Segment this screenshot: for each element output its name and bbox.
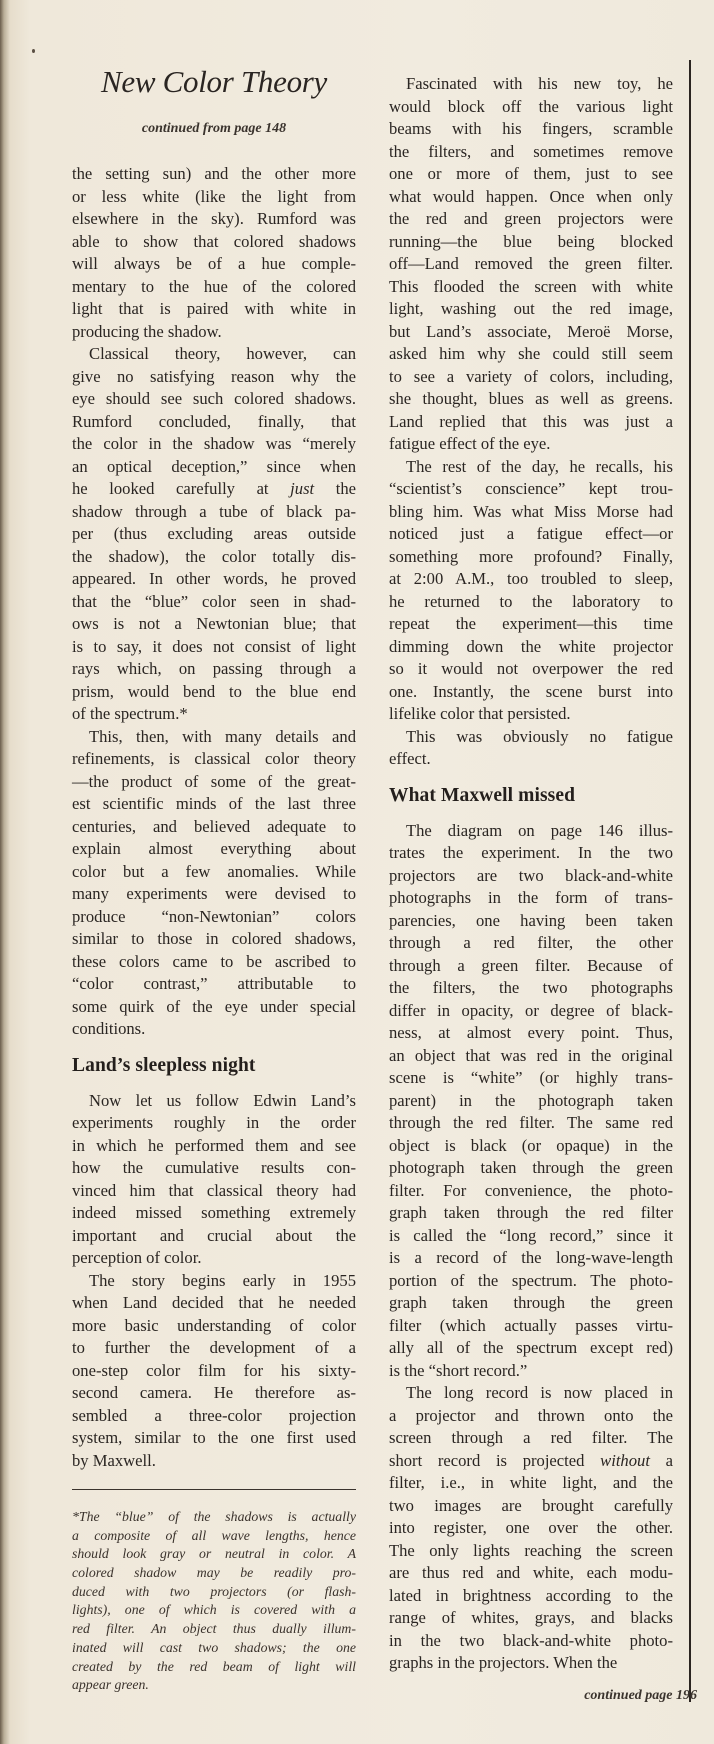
- text-line: is the “short record.”: [389, 1360, 528, 1380]
- paragraph: [72, 1090, 356, 1270]
- text-line: elsewhere in the sky). Rumford was: [72, 209, 356, 228]
- text-line: is to say, it does not consist of light: [72, 636, 356, 656]
- paragraph: [72, 726, 356, 1041]
- text-line: filter (which actually passes virtu-: [389, 1315, 673, 1335]
- text-line: created by the red beam of light will: [72, 1658, 356, 1674]
- text-line: important and crucial about the: [72, 1225, 356, 1245]
- text-line: producing the shadow.: [72, 321, 222, 341]
- right-column: [389, 73, 673, 1675]
- text-line: the filters, and sometimes remove: [389, 141, 673, 161]
- text-line: conditions.: [72, 1019, 146, 1038]
- text-line: *The “blue” of the shadows is actually: [72, 1509, 356, 1524]
- text-line: one-step color film for his sixty-: [72, 1360, 356, 1380]
- text-line: these colors came to be ascribed to: [72, 951, 356, 971]
- text-line: colored shadow may be readily pro-: [72, 1565, 356, 1581]
- text-line: appeared. In other words, he proved: [72, 569, 356, 588]
- text-line: This flooded the screen with white: [389, 276, 673, 296]
- text-line: through a red filter, the other: [389, 933, 673, 952]
- text-line: the filters, the two photographs: [389, 978, 673, 997]
- text-line: off—Land removed the green filter.: [389, 254, 673, 273]
- text-line: experiments roughly in the order: [72, 1113, 356, 1132]
- text-line: a projector and thrown onto the: [389, 1405, 673, 1425]
- text-line: give no satisfying reason why the: [72, 366, 356, 386]
- text-line: some quirk of the eye under special: [72, 996, 356, 1016]
- text-line: refinements, is classical color theory: [72, 749, 356, 768]
- text-line: to further the development of a: [72, 1338, 356, 1357]
- text-line: repeat the experiment—this time: [389, 614, 673, 633]
- left-column-body: [72, 163, 356, 1695]
- text-line: should look gray or neutral in color. A: [72, 1546, 356, 1562]
- text-line: screen through a red filter. The: [389, 1428, 673, 1447]
- text-line: The only lights reaching the screen: [389, 1540, 673, 1560]
- text-line: similar to those in colored shadows,: [72, 929, 356, 948]
- text-line: “color contrast,” attributable to: [72, 974, 356, 993]
- text-line: perception of color.: [72, 1248, 202, 1267]
- text-line: projectors are two black-and-white: [389, 865, 673, 885]
- text-line: differ in opacity, or degree of black-: [389, 1000, 673, 1020]
- text-line: Fascinated with his new toy, he: [406, 74, 673, 93]
- text-line: second camera. He therefore as-: [72, 1383, 356, 1402]
- text-line: but Land’s associate, Meroë Morse,: [389, 321, 673, 341]
- text-line: through a green filter. Because of: [389, 955, 673, 975]
- paragraph: [389, 820, 673, 1383]
- text-line: The long record is now placed in: [406, 1383, 673, 1402]
- text-line: duced with two projectors (or flash-: [72, 1583, 356, 1599]
- text-line: lifelike color that persisted.: [389, 704, 571, 723]
- text-line: photographs in the form of trans-: [389, 888, 673, 907]
- text-line: ness, at almost every point. Thus,: [389, 1023, 673, 1042]
- text-line: how the cumulative results con-: [72, 1158, 356, 1177]
- text-line: one. Instantly, the scene burst into: [389, 681, 673, 701]
- text-line: would block off the various light: [389, 96, 673, 116]
- text-line: will always be of a hue comple-: [72, 254, 356, 273]
- article-title: New Color Theory: [101, 64, 327, 99]
- text-line: he returned to the laboratory to: [389, 591, 673, 611]
- text-line: dimming down the white projector: [389, 636, 673, 656]
- text-line: fatigue effect of the eye.: [389, 434, 551, 453]
- text-line: of the spectrum.*: [72, 704, 188, 723]
- text-line: appear green.: [72, 1677, 149, 1693]
- text-line: light, washing out the red image,: [389, 299, 673, 318]
- text-line: the shadow), the color totally dis-: [72, 546, 356, 566]
- text-line: parencies, one having been taken: [389, 910, 673, 930]
- text-line: into register, one over the other.: [389, 1518, 673, 1537]
- text-line: graph taken through the green: [389, 1293, 673, 1312]
- text-line: at 2:00 A.M., too troubled to sleep,: [389, 569, 673, 588]
- footnote-divider: [72, 1489, 356, 1490]
- continued-from-note: continued from page 148: [141, 121, 287, 136]
- emphasis-text: without: [600, 1450, 650, 1470]
- text-line: bling him. Was what Miss Morse had: [389, 501, 673, 521]
- text-line: an optical deception,” since when: [72, 456, 356, 476]
- text-line: eye should see such colored shadows.: [72, 389, 356, 408]
- text-line: noticed just a fatigue effect—or: [389, 524, 673, 543]
- text-line: trates the experiment. In the two: [389, 843, 673, 862]
- text-line: one or more of them, just to see: [389, 164, 673, 183]
- text-line: sembled a three-color projection: [72, 1405, 356, 1425]
- emphasis-text: just: [290, 479, 315, 498]
- text-line: portion of the spectrum. The photo-: [389, 1270, 673, 1290]
- text-line: when Land decided that he needed: [72, 1293, 356, 1312]
- text-line: The diagram on page 146 illus-: [406, 820, 673, 840]
- text-line: graph taken through the red filter: [389, 1203, 673, 1222]
- text-segment: a: [649, 1450, 673, 1470]
- text-line: The story begins early in 1955: [89, 1270, 356, 1290]
- text-line: red filter. An object thus dually illum-: [72, 1621, 356, 1637]
- text-line: produce “non-Newtonian” colors: [72, 906, 356, 926]
- text-line: [389, 1450, 673, 1473]
- text-line: the color in the shadow was “merely: [72, 434, 356, 453]
- text-line: are thus red and white, each modu-: [389, 1563, 673, 1582]
- text-line: parent) in the photograph taken: [389, 1090, 673, 1110]
- text-segment: short record is projected: [389, 1450, 601, 1470]
- text-line: range of whites, grays, and blacks: [389, 1608, 673, 1627]
- text-line: Land replied that this was just a: [389, 411, 673, 431]
- text-line: est scientific minds of the last three: [72, 794, 356, 813]
- text-line: asked him why she could still seem: [389, 344, 673, 363]
- text-line: Rumford concluded, finally, that: [72, 411, 356, 431]
- text-line: she thought, blues as well as greens.: [389, 389, 673, 408]
- text-line: so it would not overpower the red: [389, 659, 673, 678]
- text-line: light that is paired with white in: [72, 299, 356, 318]
- text-line: object is black (or opaque) in the: [389, 1135, 673, 1155]
- text-line: filter, i.e., in white light, and the: [389, 1473, 673, 1492]
- text-line: lated in brightness according to the: [389, 1585, 673, 1605]
- text-line: in the two black-and-white photo-: [389, 1630, 673, 1650]
- text-line: effect.: [389, 749, 431, 768]
- text-line: in which he performed them and see: [72, 1135, 356, 1155]
- text-line: ows is not a Newtonian blue; that: [72, 614, 356, 633]
- paragraph: [72, 163, 356, 343]
- text-line: many experiments were devised to: [72, 884, 356, 903]
- scan-speck: [32, 49, 35, 53]
- paragraph: [72, 343, 356, 726]
- text-line: mentary to the hue of the colored: [72, 276, 356, 296]
- footnote: [72, 1508, 356, 1695]
- text-line: Classical theory, however, can: [89, 344, 356, 363]
- text-segment: the: [314, 479, 357, 498]
- text-line: explain almost everything about: [72, 839, 356, 858]
- text-line: the setting sun) and the other more: [72, 164, 356, 183]
- text-line: [72, 478, 356, 501]
- text-line: is called the “long record,” since it: [389, 1225, 673, 1245]
- text-line: per (thus excluding areas outside: [72, 524, 356, 543]
- section-heading: What Maxwell missed: [389, 784, 576, 806]
- text-line: inated will cast two shadows; the one: [72, 1639, 356, 1655]
- text-line: a composite of all wave lengths, hence: [72, 1527, 356, 1543]
- text-line: the red and green projectors were: [389, 209, 673, 228]
- text-line: This, then, with many details and: [89, 726, 356, 746]
- paragraph: [72, 1270, 356, 1473]
- text-line: that the “blue” color seen in shad-: [72, 591, 356, 611]
- text-line: graphs in the projectors. When the: [389, 1653, 618, 1672]
- text-line: able to show that colored shadows: [72, 231, 356, 251]
- text-line: system, similar to the one first used: [72, 1428, 356, 1447]
- text-line: running—the blue being blocked: [389, 231, 673, 251]
- text-line: photograph taken through the green: [389, 1158, 673, 1177]
- text-line: or less white (like the light from: [72, 186, 356, 206]
- text-line: This was obviously no fatigue: [406, 726, 673, 746]
- text-line: “scientist’s conscience” kept trou-: [389, 479, 673, 498]
- text-line: shadow through a tube of black pa-: [72, 501, 356, 521]
- column-rule: [689, 60, 691, 1702]
- text-line: color but a few anomalies. While: [72, 861, 356, 881]
- paragraph: [389, 1382, 673, 1675]
- paragraph: [389, 73, 673, 456]
- text-line: two images are brought carefully: [389, 1495, 673, 1515]
- continued-to-note: continued page 196: [584, 1688, 697, 1703]
- text-line: The rest of the day, he recalls, his: [406, 456, 673, 476]
- text-line: is a record of the long-wave-length: [389, 1248, 673, 1267]
- text-segment: he looked carefully at: [72, 479, 291, 498]
- text-line: what would happen. Once when only: [389, 186, 673, 206]
- text-line: by Maxwell.: [72, 1450, 156, 1470]
- text-line: —the product of some of the great-: [72, 771, 356, 791]
- text-line: scene is “white” (or highly trans-: [389, 1068, 673, 1087]
- text-line: Now let us follow Edwin Land’s: [89, 1090, 356, 1110]
- text-line: vinced him that classical theory had: [72, 1180, 356, 1200]
- paragraph: [389, 726, 673, 771]
- text-line: centuries, and believed adequate to: [72, 816, 356, 836]
- paragraph: [389, 456, 673, 726]
- text-line: filter. For convenience, the photo-: [389, 1180, 673, 1200]
- text-line: an object that was red in the original: [389, 1045, 673, 1065]
- text-line: more basic understanding of color: [72, 1315, 356, 1335]
- text-line: something more profound? Finally,: [389, 546, 673, 566]
- text-line: rays which, on passing through a: [72, 659, 356, 678]
- text-line: indeed missed something extremely: [72, 1203, 356, 1222]
- text-line: lights), one of which is covered with a: [72, 1602, 356, 1618]
- text-line: to see a variety of colors, including,: [389, 366, 673, 386]
- text-line: through the red filter. The same red: [389, 1113, 673, 1132]
- text-line: prism, would bend to the blue end: [72, 681, 356, 701]
- section-heading: Land’s sleepless night: [72, 1054, 256, 1076]
- text-line: beams with his fingers, scramble: [389, 119, 673, 138]
- text-line: ally all of the spectrum except red): [389, 1338, 673, 1357]
